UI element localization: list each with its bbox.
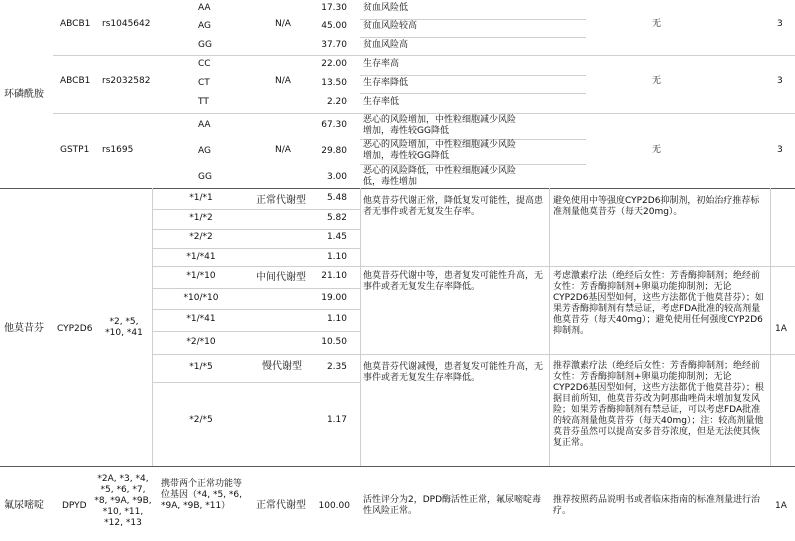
frequency-value: 13.50 (321, 78, 347, 88)
genotype: CT (198, 78, 210, 88)
gene-name: ABCB1 (60, 19, 91, 29)
rs-id: rs2032582 (102, 76, 151, 86)
drug-name-tamoxifen: 他莫昔芬 (4, 323, 44, 334)
not-applicable: N/A (275, 145, 291, 155)
clinical-effect: 生存率降低 (363, 78, 409, 88)
clinical-effect: 活性评分为2，DPD酶活性正常，氟尿嘧啶毒性风险正常。 (363, 495, 542, 516)
clinical-effect: 贫血风险较高 (363, 21, 418, 31)
clinical-effect: 生存率低 (363, 97, 400, 107)
frequency-value: 21.10 (321, 271, 347, 281)
evidence-level: 1A (775, 501, 787, 511)
clinical-effect-line1: 恶心的风险增加，中性粒细胞减少风险 (363, 140, 517, 150)
genotype: AA (198, 3, 211, 13)
evidence-level: 3 (777, 76, 783, 86)
phenotype: 正常代谢型 (256, 500, 306, 511)
genotype: *1/*10 (186, 271, 216, 281)
frequency-value: 19.00 (321, 293, 347, 303)
clinical-effect-line1: 恶心的风险增加，中性粒细胞减少风险 (363, 115, 517, 125)
gene-name: GSTP1 (60, 145, 90, 155)
genotype: CC (198, 59, 211, 69)
not-applicable: N/A (275, 76, 291, 86)
frequency-value: 22.00 (321, 59, 347, 69)
clinical-effect: 他莫昔芬代谢正常，降低复发可能性，提高患者无事件或者无复发生存率。 (363, 196, 544, 217)
genotype: *2/*10 (186, 337, 216, 347)
frequency-value: 10.50 (321, 337, 347, 347)
rs-id: rs1045642 (102, 19, 151, 29)
frequency-value: 37.70 (321, 40, 347, 50)
clinical-effect-line2: 增加，毒性较GG降低 (363, 126, 449, 136)
rs-id: rs1695 (102, 145, 134, 155)
frequency-value: 100.00 (318, 501, 350, 511)
genotype: TT (198, 97, 209, 107)
clinical-effect: 生存率高 (363, 59, 400, 69)
medication-advice: 考虑激素疗法（绝经后女性：芳香酶抑制剂；绝经前女性：芳香酶抑制剂+卵巢功能抑制剂；无论CYP2D6基因型如何，这些方法都优于他莫昔芬）；如果芳香酶抑制剂有禁忌证，考虑FDA批准的较高剂量他莫昔芬（每天40mg）；避免使用任何强度CYP2D6抑制剂。 (553, 271, 764, 336)
clinical-effect: 他莫昔芬代谢中等，患者复发可能性升高，无事件或者无复发生存率降低。 (363, 271, 544, 292)
clinical-effect-line1: 恶心的风险降低，中性粒细胞减少风险 (363, 166, 517, 176)
genotype: *1/*1 (189, 193, 213, 203)
frequency-value: 1.10 (326, 252, 347, 262)
genotype: *2/*5 (189, 415, 213, 425)
phenotype: 正常代谢型 (256, 195, 306, 206)
frequency-value: 17.30 (321, 3, 347, 13)
phenotype: 中间代谢型 (256, 272, 306, 283)
frequency-value: 2.20 (326, 97, 347, 107)
frequency-value: 3.00 (326, 172, 347, 182)
genotype: GG (198, 40, 212, 50)
medication-advice: 推荐激素疗法（绝经后女性：芳香酶抑制剂；绝经前女性：芳香酶抑制剂+卵巢功能抑制剂；无论CYP2D6基因型如何，这些方法都优于他莫昔芬）；根据目前所知，他莫昔芬改为阿那曲唑尚未增加复发风险；如果芳香酶抑制剂有禁忌证，可以考虑FDA批准的较高剂量他莫昔芬（每天40mg）；注：较高剂量他莫昔芬虽然可以提高安多昔芬浓度，但是无法使其恢复正常。 (553, 361, 764, 448)
evidence-level: 3 (777, 145, 783, 155)
not-applicable: N/A (275, 19, 291, 29)
gene-name: ABCB1 (60, 76, 91, 86)
drug-name-cyclophosphamide: 环磷酰胺 (4, 89, 44, 100)
frequency-value: 29.80 (321, 146, 347, 156)
allele-list: *2A, *3, *4, *5, *6, *7, *8, *9A, *9B, *10, *11, *12, *13 (94, 474, 152, 528)
genotype: *1/*2 (189, 213, 213, 223)
frequency-value: 1.45 (326, 232, 347, 242)
clinical-effect-line2: 增加，毒性较GG降低 (363, 151, 449, 161)
frequency-value: 1.17 (326, 415, 347, 425)
medication-advice: 推荐按照药品说明书或者临床指南的标准剂量进行治疗。 (553, 495, 761, 516)
frequency-value: 67.30 (321, 120, 347, 130)
genotype: AG (198, 146, 211, 156)
genotype: 携带两个正常功能等位基因（*4, *5, *6, *9A, *9B, *11） (161, 479, 243, 511)
clinical-effect: 贫血风险低 (363, 3, 409, 13)
genotype: *2/*2 (189, 232, 213, 242)
clinical-effect: 贫血风险高 (363, 40, 409, 50)
allele-list: *2, *5, *10, *41 (105, 317, 143, 338)
genotype: AG (198, 21, 211, 31)
genotype: *1/*41 (186, 314, 216, 324)
medication-advice: 无 (652, 76, 662, 86)
frequency-value: 5.82 (326, 213, 347, 223)
genotype: *1/*5 (189, 362, 213, 372)
phenotype: 慢代谢型 (262, 361, 302, 372)
genotype: GG (198, 172, 212, 182)
frequency-value: 5.48 (326, 193, 347, 203)
genotype: AA (198, 120, 211, 130)
clinical-effect: 他莫昔芬代谢减慢，患者复发可能性升高，无事件或者无复发生存率降低。 (363, 362, 544, 383)
evidence-level: 1A (775, 324, 787, 334)
gene-name: CYP2D6 (57, 324, 93, 334)
evidence-level: 3 (777, 19, 783, 29)
gene-name: DPYD (62, 501, 87, 511)
clinical-effect-line2: 低，毒性增加 (363, 177, 418, 187)
frequency-value: 2.35 (326, 362, 347, 372)
medication-advice: 无 (652, 145, 662, 155)
genotype: *1/*41 (186, 252, 216, 262)
medication-advice: 避免使用中等强度CYP2D6抑制剂，初始治疗推荐标准剂量他莫昔芬（每天20mg）。 (553, 196, 760, 217)
drug-name-fluorouracil: 氟尿嘧啶 (4, 500, 44, 511)
frequency-value: 45.00 (321, 21, 347, 31)
medication-advice: 无 (652, 19, 662, 29)
genotype: *10/*10 (183, 293, 219, 303)
frequency-value: 1.10 (326, 314, 347, 324)
